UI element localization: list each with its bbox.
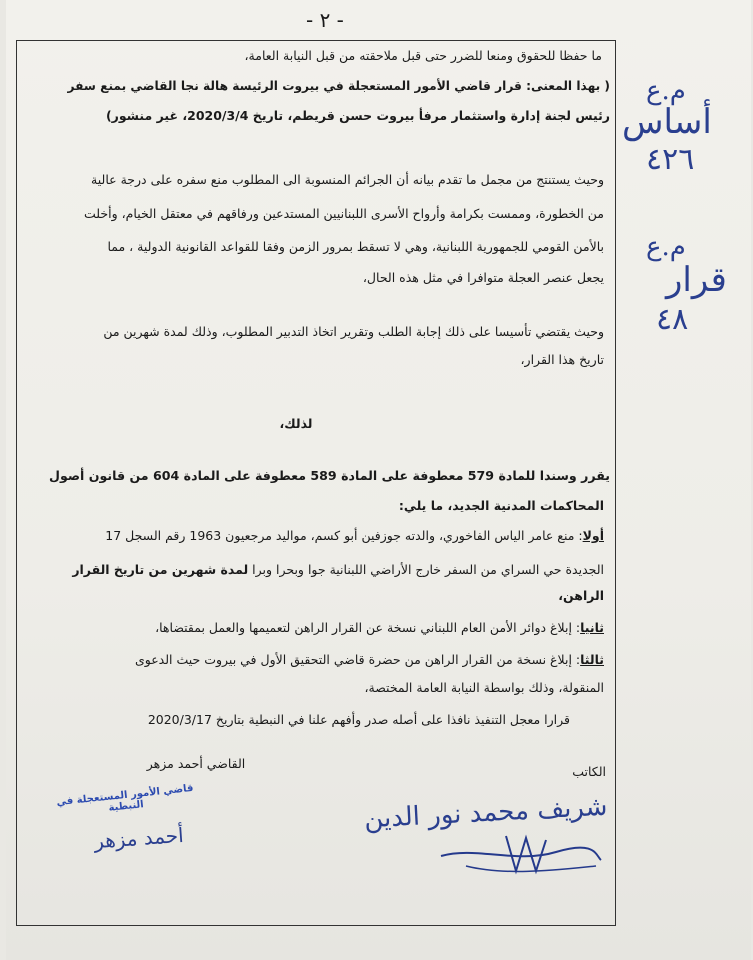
judge-title: القاضي أحمد مزهر	[146, 756, 246, 771]
item-third-label: ثالثا	[580, 652, 604, 667]
item-first-line-1	[30, 526, 604, 546]
paragraph-line: تاريخ هذا القرار،	[520, 352, 604, 367]
paragraph-line: وحيث يقتضي تأسيسا على ذلك إجابة الطلب وتقرير اتخاذ التدبير المطلوب، وذلك لمدة شهرين من	[103, 324, 604, 339]
margin-note-line: ٤٢٦	[646, 142, 695, 177]
clerk-signature-scribble	[436, 826, 606, 880]
item-first-label: أولا	[582, 528, 604, 543]
margin-note-line: أساس	[622, 102, 712, 142]
paragraph-line: بالأمن القومي للجمهورية اللبنانية، وهي لا تسقط بمرور الزمن وفقا للقواعد القانونية الدولية ، مما	[107, 239, 604, 254]
item-first-text-2: الجديدة حي السراي من السفر خارج الأراضي اللبنانية جوا وبحرا وبرا	[248, 562, 604, 577]
decision-line-1: يقرر وسندا للمادة 579 معطوفة على المادة 589 معطوفة على المادة 604 من قانون أصول	[49, 468, 610, 483]
item-first-line-3: الراهن،	[558, 588, 604, 603]
summary-line-2: رئيس لجنة إدارة واستثمار مرفأ بيروت حسن قريطم، تاريخ 2020/3/4، غير منشور)	[105, 108, 610, 123]
top-line: ما حفظا للحقوق ومنعا للضرر حتى قبل ملاحقته من قبل النيابة العامة،	[244, 48, 602, 63]
margin-note-line: م.ع	[646, 232, 686, 262]
summary-line-1: ( بهذا المعنى: قرار قاضي الأمور المستعجلة في بيروت الرئيسة هالة نجا القاضي بمنع سفر	[67, 79, 610, 93]
therefore-heading: لذلك،	[279, 416, 313, 431]
clerk-handwritten-name: شريف محمد نور الدين	[363, 791, 609, 835]
court-stamp: قاضي الأمور المستعجلة في النبطية	[56, 782, 194, 814]
document-page	[6, 0, 751, 960]
decision-line-2: المحاكمات المدنية الجديد، ما يلي:	[398, 498, 604, 513]
margin-note-line: م.ع	[646, 76, 686, 106]
item-second	[30, 618, 604, 638]
paragraph-line: من الخطورة، وممست بكرامة وأرواح الأسرى اللبنانيين المستدعين ورفاقهم في معتقل الخيام، وأخلت	[84, 206, 604, 221]
paragraph-line: يجعل عنصر العجلة متوافرا في مثل هذه الحال،	[362, 270, 604, 285]
item-first-line-2	[30, 560, 604, 580]
item-third-text: : إبلاغ نسخة من القرار الراهن من حضرة قاضي التحقيق الأول في بيروت حيث الدعوى	[134, 652, 581, 667]
closing-line: قرارا معجل التنفيذ نافذا على أصله صدر وأفهم علنا في النبطية بتاريخ 2020/3/17	[147, 712, 570, 727]
page-number: - ٢ -	[306, 8, 344, 32]
item-first-duration: لمدة شهرين من تاريخ القرار	[72, 562, 249, 577]
clerk-title: الكاتب	[572, 764, 606, 779]
margin-note-line: قرار	[666, 260, 727, 300]
judge-signature: أحمد مزهر	[93, 822, 185, 854]
item-second-text: : إبلاغ دوائر الأمن العام اللبناني نسخة عن القرار الراهن لتعميمها والعمل بمقتضاها،	[155, 620, 581, 635]
item-third-line-2: المنقولة، وذلك بواسطة النيابة العامة المختصة،	[364, 680, 604, 695]
paragraph-line: وحيث يستنتج من مجمل ما تقدم بيانه أن الجرائم المنسوبة الى المطلوب منع سفره على درجة عالية	[91, 172, 604, 187]
item-first-text: : منع عامر الياس الفاخوري، والدته جوزفين أبو كسم، مواليد مرجعيون 1963 رقم السجل 17	[105, 528, 583, 543]
item-second-label: ثانيا	[580, 620, 604, 635]
item-third-line-1	[30, 650, 604, 670]
margin-note-line: ٤٨	[656, 302, 689, 337]
